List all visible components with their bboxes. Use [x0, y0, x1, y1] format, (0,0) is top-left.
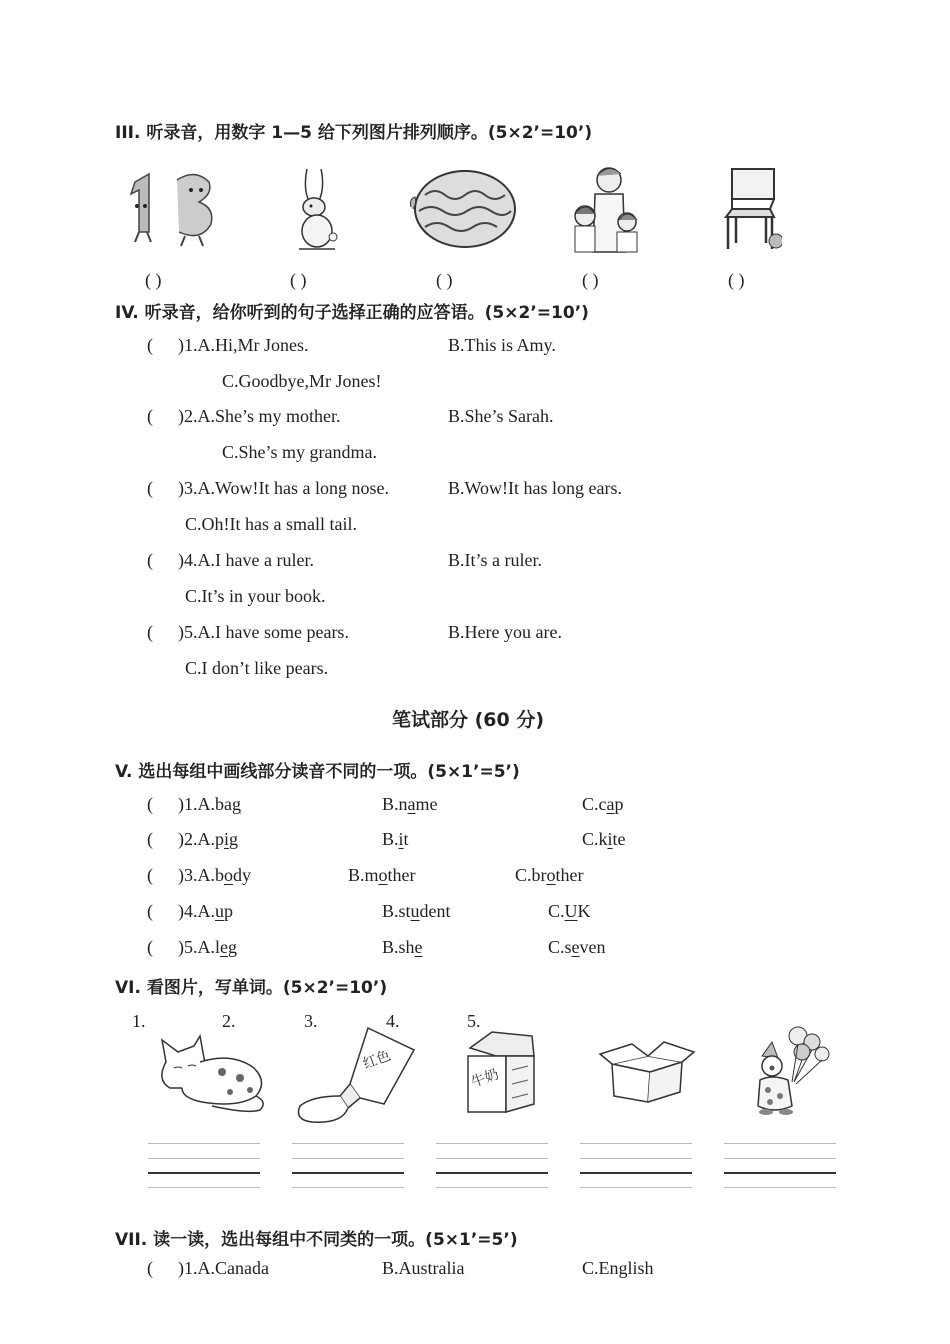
option-c: C.kite — [582, 829, 626, 849]
writing-lines[interactable] — [292, 1140, 404, 1188]
option-a: )2.A.She’s my mother. — [178, 406, 341, 426]
option-a: )1.A.bag — [178, 794, 241, 814]
paint-tube-icon — [292, 1024, 420, 1128]
option-a: )5.A.leg — [178, 937, 237, 957]
picture-number: 1. — [132, 1011, 146, 1031]
chair-icon — [718, 165, 782, 253]
option-c: C.It’s in your book. — [185, 586, 326, 606]
section-7-heading: VII. 读一读，选出每组中不同类的一项。(5×1’=5’) — [115, 1230, 518, 1250]
milk-carton-icon — [462, 1026, 540, 1118]
answer-paren[interactable]: ( — [147, 829, 153, 849]
answer-paren[interactable]: ( — [147, 406, 153, 426]
option-b: B.name — [382, 794, 438, 814]
order-blank-5[interactable]: ( ) — [728, 270, 745, 290]
writing-lines[interactable] — [148, 1140, 260, 1188]
picture-number: 5. — [467, 1011, 481, 1031]
answer-paren[interactable]: ( — [147, 478, 153, 498]
writing-lines[interactable] — [436, 1140, 548, 1188]
numbers-1-3-icon — [115, 166, 225, 248]
option-c: C.UK — [548, 901, 591, 921]
rabbit-icon — [285, 165, 355, 255]
order-blank-2[interactable]: ( ) — [290, 270, 307, 290]
option-c: C.cap — [582, 794, 624, 814]
option-b: B.It’s a ruler. — [448, 550, 542, 570]
family-icon — [569, 162, 647, 254]
answer-paren[interactable]: ( — [147, 901, 153, 921]
option-c: C.Goodbye,Mr Jones! — [222, 371, 382, 391]
option-b: B.mother — [348, 865, 416, 885]
written-part-title: 笔试部分 (60 分) — [392, 709, 545, 731]
answer-paren[interactable]: ( — [147, 1258, 153, 1278]
answer-paren[interactable]: ( — [147, 865, 153, 885]
picture-number: 4. — [386, 1011, 400, 1031]
option-a: )1.A.Hi,Mr Jones. — [178, 335, 309, 355]
option-c: C.English — [582, 1258, 654, 1278]
answer-paren[interactable]: ( — [147, 335, 153, 355]
option-b: B.Here you are. — [448, 622, 562, 642]
option-a: )5.A.I have some pears. — [178, 622, 349, 642]
option-b: B.it — [382, 829, 409, 849]
answer-paren[interactable]: ( — [147, 937, 153, 957]
option-b: B.Australia — [382, 1258, 465, 1278]
option-c: C.brother — [515, 865, 584, 885]
writing-lines[interactable] — [724, 1140, 836, 1188]
carton-label: 牛奶 — [469, 1066, 501, 1092]
option-a: )4.A.up — [178, 901, 233, 921]
section-6-heading: VI. 看图片，写单词。(5×2’=10’) — [115, 978, 388, 998]
option-a: )3.A.Wow!It has a long nose. — [178, 478, 390, 498]
option-c: C.Oh!It has a small tail. — [185, 514, 357, 534]
option-a: )3.A.body — [178, 865, 251, 885]
order-blank-1[interactable]: ( ) — [145, 270, 162, 290]
order-blank-4[interactable]: ( ) — [582, 270, 599, 290]
option-b: B.She’s Sarah. — [448, 406, 554, 426]
option-b: B.she — [382, 937, 423, 957]
answer-paren[interactable]: ( — [147, 794, 153, 814]
picture-number: 2. — [222, 1011, 236, 1031]
clown-icon — [752, 1022, 832, 1118]
option-c: C.I don’t like pears. — [185, 658, 329, 678]
option-b: B.Wow!It has long ears. — [448, 478, 623, 498]
watermelon-icon — [407, 167, 519, 249]
order-blank-3[interactable]: ( ) — [436, 270, 453, 290]
section-5-heading: V. 选出每组中画线部分读音不同的一项。(5×1’=5’) — [115, 762, 520, 782]
tube-label: 红色 — [361, 1047, 393, 1073]
option-c: C.She’s my grandma. — [222, 442, 377, 462]
option-a: )2.A.pig — [178, 829, 239, 849]
option-b: B.This is Amy. — [448, 335, 556, 355]
picture-number: 3. — [304, 1011, 318, 1031]
box-icon — [598, 1036, 698, 1106]
section-3-heading: III. 听录音，用数字 1—5 给下列图片排列顺序。(5×2’=10’) — [115, 123, 593, 143]
option-a: )1.A.Canada — [178, 1258, 269, 1278]
option-b: B.student — [382, 901, 451, 921]
writing-lines[interactable] — [580, 1140, 692, 1188]
option-c: C.seven — [548, 937, 606, 957]
section-4-heading: IV. 听录音，给你听到的句子选择正确的应答语。(5×2’=10’) — [115, 303, 589, 323]
option-a: )4.A.I have a ruler. — [178, 550, 314, 570]
answer-paren[interactable]: ( — [147, 550, 153, 570]
answer-paren[interactable]: ( — [147, 622, 153, 642]
cat-icon — [152, 1032, 270, 1114]
